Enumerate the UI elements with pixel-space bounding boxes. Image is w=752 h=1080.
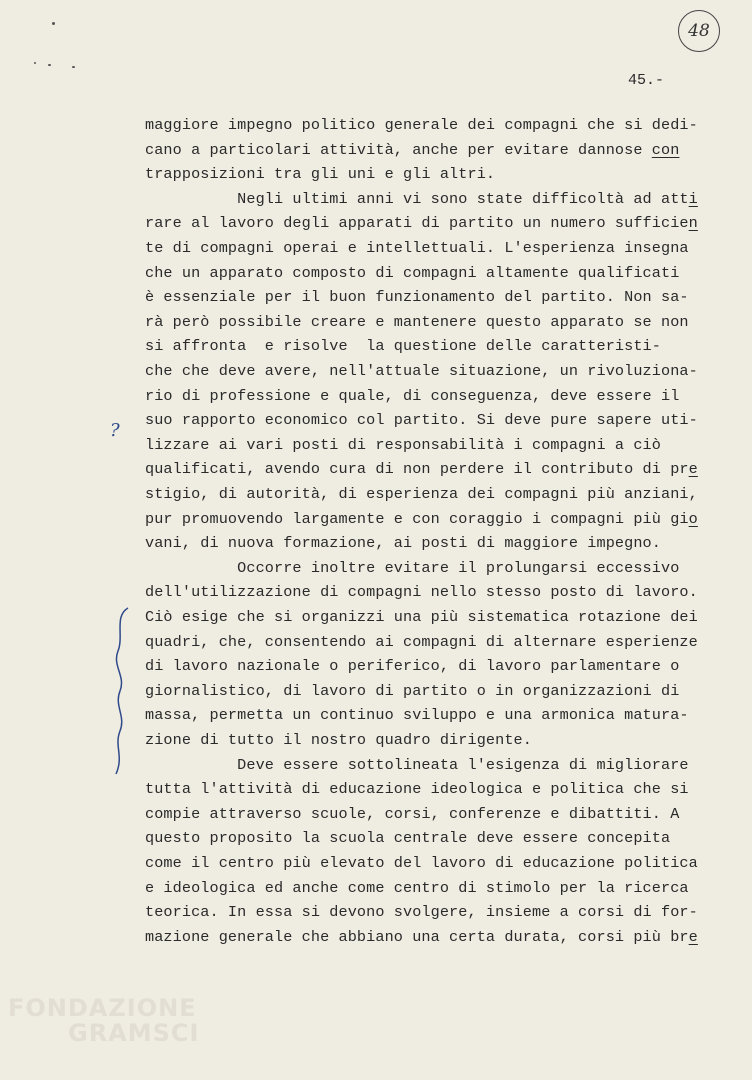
text-line bbox=[145, 854, 698, 872]
line-text: rio di professione e quale, di conseguenza, deve essere il bbox=[145, 386, 680, 405]
text-line bbox=[145, 387, 679, 405]
line-text: che un apparato composto di compagni altamente qualificati bbox=[145, 263, 680, 282]
text-line bbox=[145, 756, 689, 774]
text-line bbox=[145, 460, 698, 478]
punch-mark bbox=[34, 62, 36, 64]
text-line bbox=[145, 116, 698, 134]
line-text: giornalistico, di lavoro di partito o in organizzazioni di bbox=[145, 681, 680, 700]
line-text: dell'utilizzazione di compagni nello stesso posto di lavoro. bbox=[145, 583, 698, 602]
text-line bbox=[145, 903, 698, 921]
text-line bbox=[145, 190, 698, 208]
text-line bbox=[145, 313, 689, 331]
text-line bbox=[145, 608, 698, 626]
text-line bbox=[145, 411, 698, 429]
punch-mark bbox=[72, 66, 75, 68]
line-text: mazione generale che abbiano una certa durata, corsi più br bbox=[145, 927, 689, 946]
line-text: zione di tutto il nostro quadro dirigente. bbox=[145, 731, 532, 749]
line-text: te di compagni operai e intellettuali. L'esperienza insegna bbox=[145, 239, 689, 257]
line-text: di lavoro nazionale o periferico, di lavoro parlamentare o bbox=[145, 657, 680, 676]
line-text: qualificati, avendo cura di non perdere il contributo di pr bbox=[145, 460, 689, 479]
punch-mark bbox=[52, 22, 55, 25]
text-line bbox=[145, 362, 698, 380]
line-text: massa, permetta un continuo sviluppo e una armonica matura- bbox=[145, 706, 689, 725]
line-text: tutta l'attività di educazione ideologica e politica che si bbox=[145, 780, 689, 799]
line-text: Occorre inoltre evitare il prolungarsi eccessivo bbox=[145, 558, 680, 577]
watermark-line: FONDAZIONE bbox=[8, 994, 197, 1022]
underlined-text: o bbox=[688, 509, 698, 528]
text-line bbox=[145, 879, 689, 897]
line-text: rare al lavoro degli apparati di partito un numero sufficie bbox=[145, 214, 689, 233]
text-line bbox=[145, 805, 679, 823]
line-text: cano a particolari attività, anche per evitare dannose bbox=[145, 140, 652, 159]
line-text: e ideologica ed anche come centro di stimolo per la ricerca bbox=[145, 878, 689, 897]
line-text: rà però possibile creare e mantenere questo apparato se non bbox=[145, 312, 689, 331]
line-text: che che deve avere, nell'attuale situazione, un rivoluziona- bbox=[145, 362, 698, 380]
line-text: compie attraverso scuole, corsi, conferenze e dibattiti. A bbox=[145, 804, 680, 823]
underlined-text: i bbox=[688, 189, 698, 208]
page-number: 45.- bbox=[628, 72, 665, 89]
line-text: stigio, di autorità, di esperienza dei compagni più anziani, bbox=[145, 485, 698, 503]
line-text: vani, di nuova formazione, ai posti di maggiore impegno. bbox=[145, 534, 661, 553]
line-text: come il centro più elevato del lavoro di educazione politica bbox=[145, 854, 698, 872]
line-text: quadri, che, consentendo ai compagni di alternare esperienze bbox=[145, 632, 698, 651]
text-line bbox=[145, 239, 689, 257]
underlined-text: con bbox=[651, 140, 680, 159]
text-line bbox=[145, 706, 689, 724]
line-text: maggiore impegno politico generale dei compagni che si dedi- bbox=[145, 116, 698, 134]
underlined-text: e bbox=[688, 460, 698, 479]
text-line bbox=[145, 559, 679, 577]
text-line bbox=[145, 682, 679, 700]
text-line bbox=[145, 583, 698, 601]
text-line bbox=[145, 731, 532, 749]
text-line bbox=[145, 780, 689, 798]
archive-number-stamp: 48 bbox=[678, 10, 720, 52]
watermark-line: GRAMSCI bbox=[68, 1019, 200, 1048]
text-line bbox=[145, 337, 661, 355]
text-line bbox=[145, 141, 679, 159]
text-line bbox=[145, 928, 698, 946]
margin-bracket bbox=[110, 606, 132, 776]
underlined-text: e bbox=[688, 927, 698, 946]
margin-annotation-mark: ? bbox=[110, 420, 120, 441]
line-text: questo proposito la scuola centrale deve essere concepita bbox=[145, 829, 671, 848]
text-line bbox=[145, 436, 661, 454]
punch-mark bbox=[48, 64, 51, 66]
text-line bbox=[145, 633, 698, 651]
watermark bbox=[8, 996, 199, 1046]
line-text: Ciò esige che si organizzi una più sistematica rotazione dei bbox=[145, 608, 698, 626]
line-text: si affronta e risolve la questione delle caratteristi- bbox=[145, 337, 661, 356]
text-line bbox=[145, 657, 679, 675]
text-line bbox=[145, 510, 698, 528]
line-text: lizzare ai vari posti di responsabilità i compagni a ciò bbox=[145, 435, 661, 454]
line-text: pur promuovendo largamente e con coraggio i compagni più gi bbox=[145, 509, 689, 528]
text-line bbox=[145, 534, 661, 552]
line-text: teorica. In essa si devono svolgere, insieme a corsi di for- bbox=[145, 903, 698, 922]
text-line bbox=[145, 288, 689, 306]
text-line bbox=[145, 264, 679, 282]
line-text: Deve essere sottolineata l'esigenza di migliorare bbox=[145, 755, 689, 774]
text-line bbox=[145, 485, 698, 503]
line-text: trapposizioni tra gli uni e gli altri. bbox=[145, 165, 496, 184]
text-line bbox=[145, 165, 495, 183]
text-line bbox=[145, 829, 670, 847]
line-text: è essenziale per il buon funzionamento del partito. Non sa- bbox=[145, 288, 689, 307]
text-line bbox=[145, 214, 698, 232]
line-text: Negli ultimi anni vi sono state difficoltà ad att bbox=[145, 189, 689, 208]
underlined-text: n bbox=[688, 214, 698, 233]
line-text: suo rapporto economico col partito. Si deve pure sapere uti- bbox=[145, 411, 698, 430]
